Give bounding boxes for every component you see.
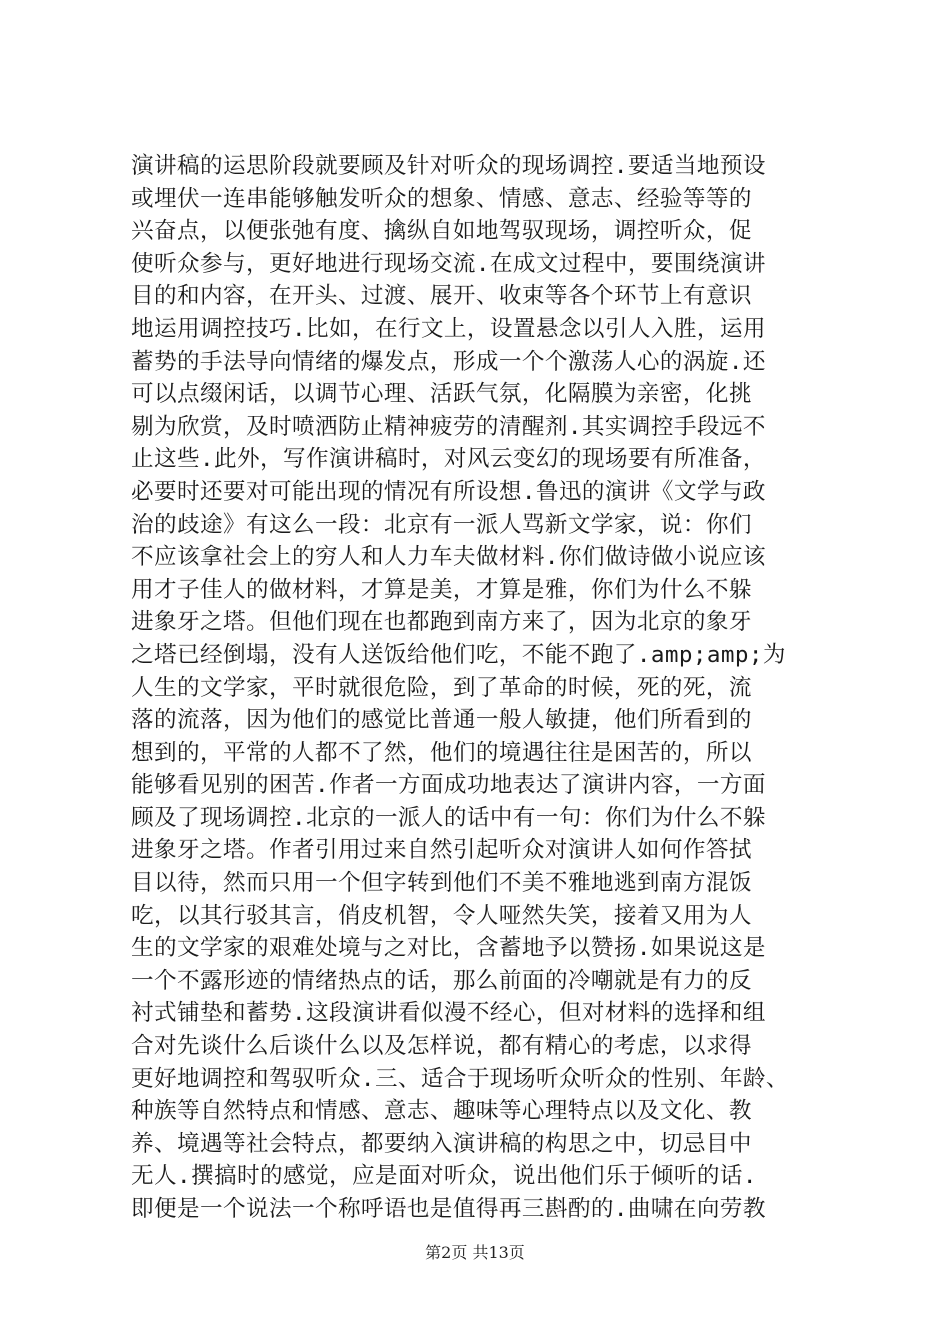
text-line: 一个不露形迹的情绪热点的话，那么前面的冷嘲就是有力的反 bbox=[131, 967, 752, 994]
text-line: 止这些.此外，写作演讲稿时，对风云变幻的现场要有所准备， bbox=[131, 446, 766, 473]
text-line: 可以点缀闲话，以调节心理、活跃气氛，化隔膜为亲密，化挑 bbox=[131, 381, 752, 408]
text-line: 进象牙之塔。但他们现在也都跑到南方来了，因为北京的象牙 bbox=[131, 609, 752, 636]
text-line: 之塔已经倒塌，没有人送饭给他们吃，不能不跑了.amp;amp;为 bbox=[131, 641, 786, 668]
text-line: 目的和内容，在开头、过渡、展开、收束等各个环节上有意识 bbox=[131, 283, 752, 310]
text-line: 种族等自然特点和情感、意志、趣味等心理特点以及文化、教 bbox=[131, 1098, 752, 1125]
text-line: 演讲稿的运思阶段就要顾及针对听众的现场调控.要适当地预设 bbox=[131, 153, 766, 179]
text-line: 合对先谈什么后谈什么以及怎样说，都有精心的考虑，以求得 bbox=[131, 1033, 752, 1060]
text-line: 剔为欣赏，及时喷洒防止精神疲劳的清醒剂.其实调控手段远不 bbox=[131, 413, 766, 440]
text-line: 即便是一个说法一个称呼语也是值得再三斟酌的.曲啸在向劳教 bbox=[131, 1196, 766, 1222]
text-line: 用才子佳人的做材料，才算是美，才算是雅，你们为什么不躲 bbox=[131, 576, 752, 603]
text-line: 衬式铺垫和蓄势.这段演讲看似漫不经心，但对材料的选择和组 bbox=[131, 1000, 766, 1027]
text-line: 进象牙之塔。作者引用过来自然引起听众对演讲人如何作答拭 bbox=[131, 837, 752, 864]
text-line: 想到的，平常的人都不了然，他们的境遇往往是困苦的，所以 bbox=[131, 739, 752, 766]
text-line: 必要时还要对可能出现的情况有所设想.鲁迅的演讲《文学与政 bbox=[131, 478, 766, 505]
text-line: 养、境遇等社会特点，都要纳入演讲稿的构思之中，切忌目中 bbox=[131, 1130, 752, 1157]
text-line: 吃，以其行驳其言，俏皮机智，令人哑然失笑，接着又用为人 bbox=[131, 902, 752, 929]
text-line: 目以待，然而只用一个但字转到他们不美不雅地逃到南方混饭 bbox=[131, 870, 752, 897]
text-line: 生的文学家的艰难处境与之对比，含蓄地予以赞扬.如果说这是 bbox=[131, 935, 766, 962]
text-line: 或埋伏一连串能够触发听众的想象、情感、意志、经验等等的 bbox=[131, 185, 752, 212]
text-line: 人生的文学家，平时就很危险，到了革命的时候，死的死，流 bbox=[131, 674, 752, 701]
text-line: 地运用调控技巧.比如，在行文上，设置悬念以引人入胜，运用 bbox=[131, 315, 766, 342]
text-line: 治的歧途》有这么一段：北京有一派人骂新文学家，说：你们 bbox=[131, 511, 752, 538]
text-line: 兴奋点，以便张弛有度、擒纵自如地驾驭现场，调控听众，促 bbox=[131, 218, 752, 245]
text-line: 蓄势的手法导向情绪的爆发点，形成一个个激荡人心的涡旋.还 bbox=[131, 348, 766, 375]
text-line: 顾及了现场调控.北京的一派人的话中有一句：你们为什么不躲 bbox=[131, 804, 766, 831]
text-line: 更好地调控和驾驭听众.三、适合于现场听众听众的性别、年龄、 bbox=[131, 1065, 789, 1092]
text-line: 能够看见别的困苦.作者一方面成功地表达了演讲内容，一方面 bbox=[131, 772, 766, 799]
text-line: 落的流落，因为他们的感觉比普通一般人敏捷，他们所看到的 bbox=[131, 707, 752, 734]
text-line: 不应该拿社会上的穷人和人力车夫做材料.你们做诗做小说应该 bbox=[131, 544, 766, 571]
page-number-footer: 第2页 共13页 bbox=[425, 1243, 525, 1262]
text-line: 无人.撰搞时的感觉，应是面对听众，说出他们乐于倾听的话. bbox=[131, 1163, 757, 1190]
text-line: 使听众参与，更好地进行现场交流.在成文过程中，要围绕演讲 bbox=[131, 250, 766, 277]
body-text bbox=[131, 150, 831, 1226]
